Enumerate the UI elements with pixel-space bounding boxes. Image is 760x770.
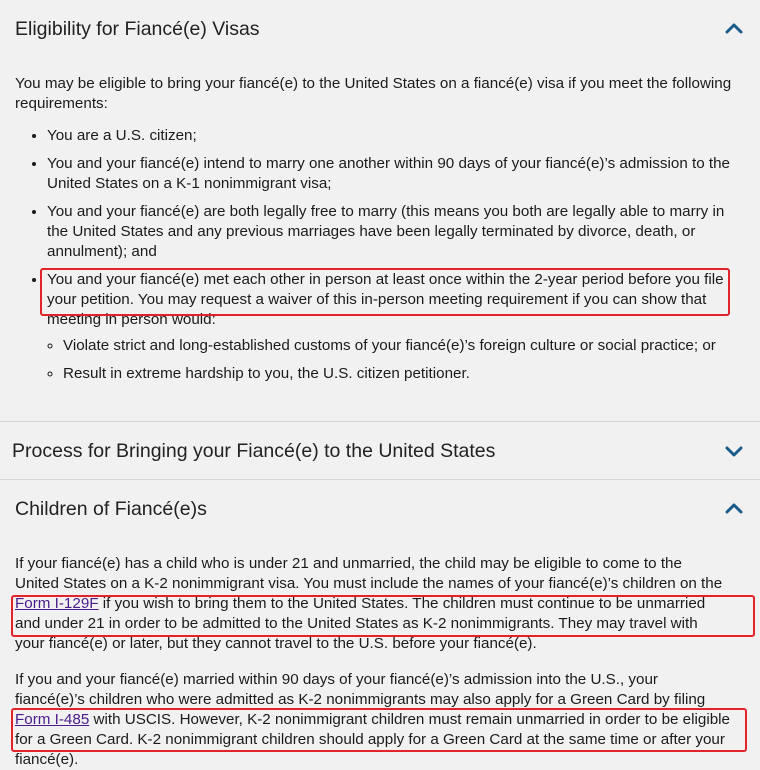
accordion-title: Children of Fiancé(e)s xyxy=(15,497,207,520)
form-i-129f-link[interactable]: Form I-129F xyxy=(15,595,99,612)
accordion-title: Eligibility for Fiancé(e) Visas xyxy=(15,17,260,40)
form-i-485-link[interactable]: Form I-485 xyxy=(15,711,90,728)
list-item: • You and your fiancé(e) intend to marry one another within 90 days of your fiancé(e)’s admission to the United States on a K-1 nonimmigrant visa; xyxy=(47,154,736,194)
chevron-up-icon[interactable] xyxy=(724,499,744,519)
waiver-conditions-list xyxy=(47,336,736,384)
children-paragraph-2 xyxy=(15,670,730,770)
accordion-content-eligibility xyxy=(0,58,760,384)
in-person-requirement: You and your fiancé(e) met each other in person at least once within the 2-year period before you file your petition. You may request a waiver of this in-person meeting requirement if you can show that meeting in person would: xyxy=(47,271,724,328)
paragraph-text: If your fiancé(e) has a child who is under 21 and unmarried, the child may be eligible to come to the United States on a K-2 nonimmigrant visa. You must include the names of your fiancé(e)’s children on the xyxy=(15,555,723,592)
paragraph-text: with USCIS. However, K-2 nonimmigrant children must remain unmarried in order to be eligible for a Green Card. K-2 nonimmigrant children should apply for a Green Card at the same time or after your fiancé(e). xyxy=(15,711,730,768)
accordion-process xyxy=(0,422,760,480)
list-item: ◦ Violate strict and long-established customs of your fiancé(e)’s foreign culture or social practice; or xyxy=(63,336,736,356)
accordion-title: Process for Bringing your Fiancé(e) to the United States xyxy=(12,439,496,462)
eligibility-intro: You may be eligible to bring your fiancé(e) to the United States on a fiancé(e) visa if you meet the following requirements: xyxy=(15,75,732,112)
list-item: • You and your fiancé(e) are both legally free to marry (this means you both are legally able to marry in the United States and any previous marriages have been legally terminated by divorce, death, or annulment); and xyxy=(47,202,736,262)
accordion-content-children xyxy=(0,538,760,770)
list-item: ◦ Result in extreme hardship to you, the U.S. citizen petitioner. xyxy=(63,364,736,384)
accordion-header-eligibility[interactable] xyxy=(0,0,760,58)
paragraph-text: If you and your fiancé(e) married within 90 days of your fiancé(e)’s admission into the U.S., your fiancé(e)’s children who were admitted as K-2 nonimmigrants may also apply for a Green Card by filing xyxy=(15,671,706,708)
paragraph-text: if you wish to bring them to the United States. The children must continue to be unmarried and under 21 in order to be admitted to the United States as K-2 nonimmigrants. They may travel with your fiancé(e) or later, but they cannot travel to the U.S. before your fiancé(e). xyxy=(15,595,706,652)
list-item: • You are a U.S. citizen; xyxy=(47,126,736,146)
accordion-header-children[interactable] xyxy=(0,480,760,538)
chevron-down-icon[interactable] xyxy=(724,441,744,461)
list-item xyxy=(47,270,736,384)
chevron-up-icon[interactable] xyxy=(724,19,744,39)
accordion-header-process[interactable] xyxy=(0,422,760,480)
requirements-list xyxy=(15,126,736,384)
accordion-children xyxy=(0,480,760,770)
children-paragraph-1 xyxy=(15,554,730,654)
